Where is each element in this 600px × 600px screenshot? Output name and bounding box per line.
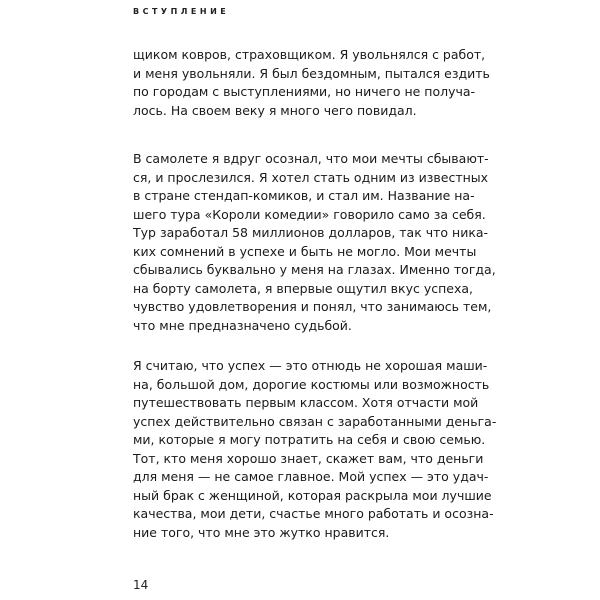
paragraph-2 [133,150,496,335]
paragraph-line: ми, которые я могу потратить на себя и свою семью. [133,432,486,447]
page-number: 14 [133,578,149,592]
paragraph-1 [133,46,490,120]
paragraph-line: что мне предназначено судьбой. [133,317,352,333]
paragraph-line: на борту самолета, я впервые ощутил вкус успеха, [133,280,473,296]
paragraph-3 [133,357,497,542]
paragraph-line: ный брак с женщиной, которая раскрыла мои лучшие [133,487,492,503]
paragraph-line: щиком ковров, страховщиком. Я увольнялся с работ, [133,47,486,62]
paragraph-line: лось. На своем веку я много чего повидал. [133,102,417,118]
running-head: ВСТУПЛЕНИЕ [133,7,230,16]
paragraph-line: чувство удовлетворения и понял, что занимаюсь тем, [133,299,492,314]
paragraph-line: в стране стендап-комиков, и стал им. Название на- [133,188,475,203]
paragraph-line: Тот, кто меня хорошо знает, скажет вам, что деньги [133,450,484,466]
paragraph-line: ких сомнений в успехе и быть не могло. Мои мечты [133,243,477,259]
paragraph-line: путешествовать первым классом. Хотя отчасти мой [133,395,479,410]
paragraph-line: Я считаю, что успех — это отнюдь не хорошая маши- [133,358,488,373]
paragraph-line: В самолете я вдруг осознал, что мои мечты сбывают- [133,151,489,166]
paragraph-line: на, большой дом, дорогие костюмы или возможность [133,376,490,392]
paragraph-line: успех действительно связан с заработанными деньга- [133,413,497,429]
paragraph-line: ние того, что мне это жутко нравится. [133,524,390,540]
paragraph-line: и меня увольняли. Я был бездомным, пытался ездить [133,65,490,81]
paragraph-line: ся, и прослезился. Я хотел стать одним из известных [133,169,489,185]
paragraph-line: для меня — не самое главное. Мой успех — это удач- [133,469,489,484]
paragraph-line: сбывались буквально у меня на глазах. Именно тогда, [133,262,496,277]
paragraph-line: качества, мои дети, счастье много работать и осозна- [133,506,494,521]
paragraph-line: Тур заработал 58 миллионов долларов, так что ника- [133,225,489,240]
paragraph-line: по городам с выступлениями, но ничего не получа- [133,84,476,99]
paragraph-line: шего тура «Короли комедии» говорило само за себя. [133,206,486,222]
